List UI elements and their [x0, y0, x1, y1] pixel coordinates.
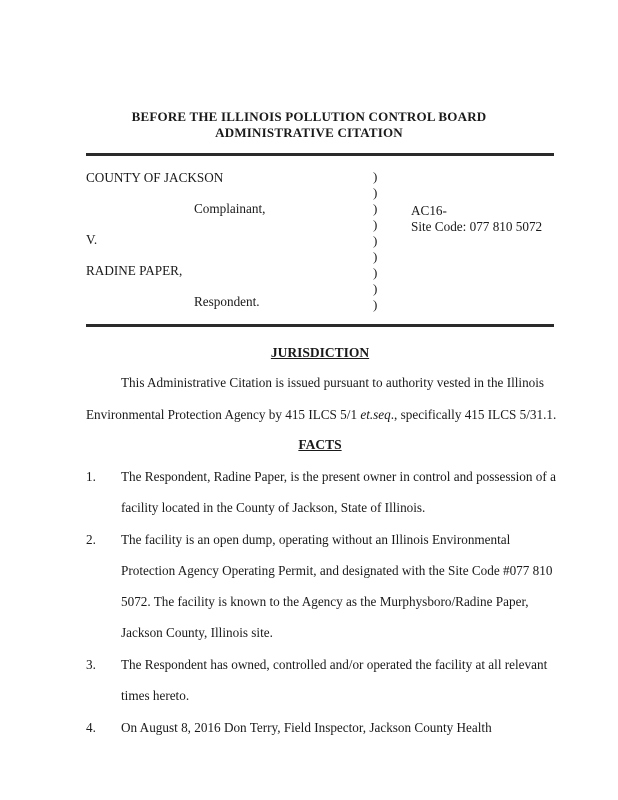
fact-line: times hereto.: [121, 688, 190, 703]
complainant-name: COUNTY OF JACKSON: [86, 170, 224, 185]
paren: ): [373, 233, 378, 248]
jurisdiction-text: ., specifically 415 ILCS 5/31.1.: [390, 407, 557, 422]
jurisdiction-heading: JURISDICTION: [270, 345, 370, 360]
fact-number: 4.: [86, 720, 96, 735]
jurisdiction-emphasis: et.seq: [360, 407, 391, 422]
paren: ): [373, 281, 378, 296]
fact-number: 1.: [86, 469, 96, 484]
respondent-role: Respondent.: [194, 294, 260, 309]
paren: ): [373, 249, 378, 264]
paren: ): [373, 297, 378, 312]
respondent-name: RADINE PAPER,: [86, 263, 183, 278]
paren: ): [373, 201, 378, 216]
fact-line: 5072. The facility is known to the Agency as the Murphysboro/Radine Paper,: [121, 594, 529, 609]
fact-line: The Respondent has owned, controlled and/or operated the facility at all relevant: [121, 657, 548, 672]
jurisdiction-line-1: This Administrative Citation is issued pursuant to authority vested in the Illinois: [121, 375, 545, 390]
fact-line: The facility is an open dump, operating without an Illinois Environmental: [121, 532, 511, 547]
fact-number: 3.: [86, 657, 96, 672]
site-code: Site Code: 077 810 5072: [411, 219, 543, 234]
bottom-rule: [86, 324, 554, 327]
paren: ): [373, 265, 378, 280]
paren: ): [373, 169, 378, 184]
paren: ): [373, 185, 378, 200]
fact-line: On August 8, 2016 Don Terry, Field Inspector, Jackson County Health: [121, 720, 492, 735]
fact-line: facility located in the County of Jackson, State of Illinois.: [121, 500, 426, 515]
fact-line: Jackson County, Illinois site.: [121, 625, 273, 640]
paren: ): [373, 217, 378, 232]
fact-number: 2.: [86, 532, 96, 547]
fact-line: Protection Agency Operating Permit, and designated with the Site Code #077 810: [121, 563, 553, 578]
facts-heading: FACTS: [298, 437, 342, 452]
versus: V.: [86, 232, 98, 247]
case-number: AC16-: [411, 203, 447, 218]
citation-title: ADMINISTRATIVE CITATION: [215, 125, 403, 140]
fact-line: The Respondent, Radine Paper, is the present owner in control and possession of a: [121, 469, 556, 484]
complainant-role: Complainant,: [194, 201, 266, 216]
top-rule: [86, 153, 554, 156]
jurisdiction-text: Environmental Protection Agency by 415 ILCS 5/1: [86, 407, 361, 422]
jurisdiction-line-2: [86, 407, 556, 423]
board-title: BEFORE THE ILLINOIS POLLUTION CONTROL BOARD: [131, 109, 487, 124]
